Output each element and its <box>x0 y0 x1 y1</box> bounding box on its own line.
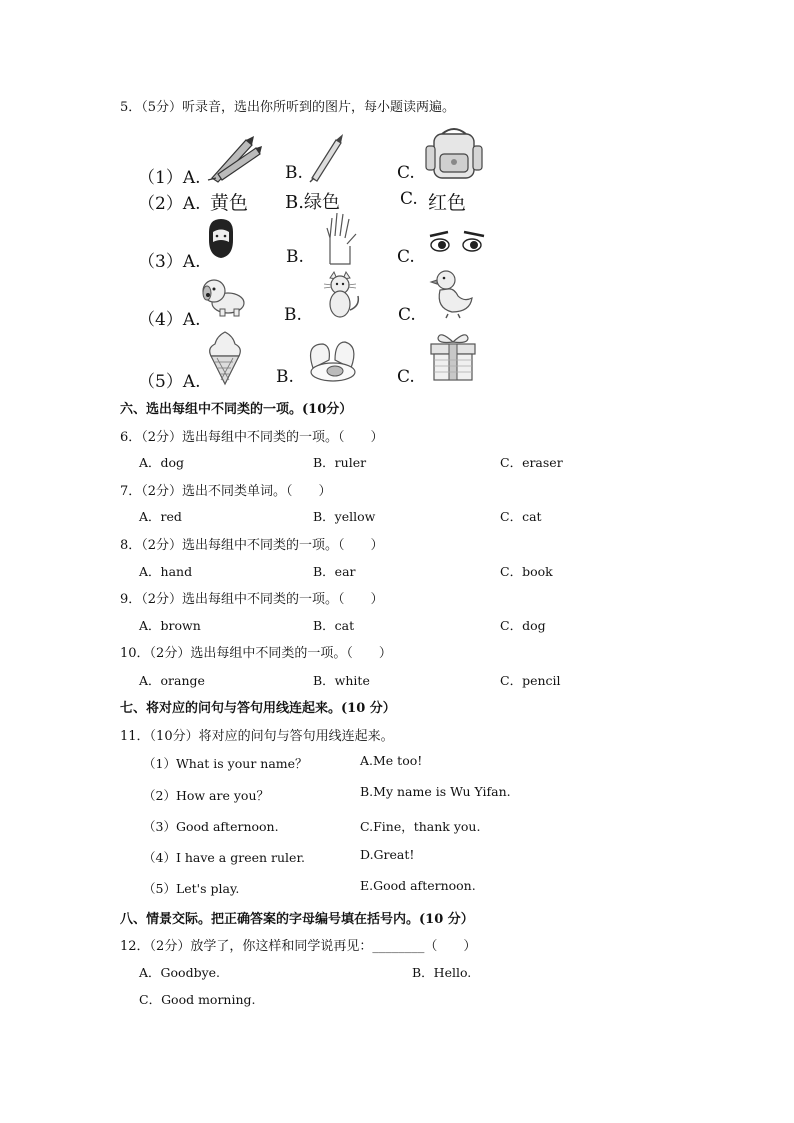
q8-option-b[interactable]: B．ear <box>313 564 356 579</box>
egg-icon[interactable] <box>303 338 361 384</box>
q9-option-a[interactable]: A．brown <box>139 618 201 633</box>
q8-stem: 8．（2分）选出每组中不同类的一项。（ ） <box>120 538 384 553</box>
q5-stem: 5．（5分）听录音，选出你所听到的图片，每小题读两遍。 <box>120 100 456 115</box>
q5-row1-option-b: B. <box>285 163 303 183</box>
match-left-4[interactable]: （4）I have a green ruler. <box>143 850 306 865</box>
match-right-b[interactable]: B.My name is Wu Yifan. <box>360 784 511 799</box>
q5-row2-number: （2）A. <box>138 194 201 214</box>
q5-row2-option-c-text[interactable]: 红色 <box>428 192 467 214</box>
section-6-heading: 六、选出每组中不同类的一项。(10分） <box>120 402 353 417</box>
q8-option-c[interactable]: C．book <box>500 564 553 579</box>
match-right-e[interactable]: E.Good afternoon. <box>360 878 476 893</box>
section-7-heading: 七、将对应的问句与答句用线连起来。(10 分） <box>120 701 396 716</box>
q12-option-b[interactable]: B．Hello. <box>412 965 472 980</box>
q5-row4-number: （4）A. <box>138 310 201 330</box>
ice-cream-icon[interactable] <box>205 330 245 386</box>
q9-option-c[interactable]: C．dog <box>500 618 546 633</box>
q9-stem: 9．（2分）选出每组中不同类的一项。（ ） <box>120 592 384 607</box>
pen-icon[interactable] <box>308 132 344 182</box>
head-icon[interactable] <box>204 218 238 260</box>
q5-row2-option-c: C. <box>400 189 418 209</box>
match-left-2[interactable]: （2）How are you？ <box>143 788 269 803</box>
schoolbag-icon[interactable] <box>424 124 486 182</box>
q5-row5-number: （5）A. <box>138 372 201 392</box>
match-left-5[interactable]: （5）Let's play. <box>143 881 240 896</box>
q5-row5-option-b: B. <box>276 367 294 387</box>
q5-row1-option-c: C. <box>397 163 415 183</box>
eyes-icon[interactable] <box>428 228 486 256</box>
q5-row1-number: （1）A. <box>138 168 201 188</box>
q11-stem: 11．（10分）将对应的问句与答句用线连起来。 <box>120 729 394 744</box>
q5-row3-option-c: C. <box>397 247 415 267</box>
match-right-c[interactable]: C.Fine，thank you. <box>360 819 481 834</box>
hand-icon[interactable] <box>322 210 360 266</box>
q7-stem: 7．（2分）选出不同类单词。（ ） <box>120 484 332 499</box>
q12-option-a[interactable]: A．Goodbye. <box>139 965 220 980</box>
q10-option-b[interactable]: B．white <box>313 673 370 688</box>
q7-option-c[interactable]: C．cat <box>500 509 542 524</box>
q5-row3-option-b: B. <box>286 247 304 267</box>
q5-row2-option-a-text[interactable]: 黄色 <box>210 192 249 214</box>
q6-option-a[interactable]: A．dog <box>139 455 185 470</box>
q7-option-b[interactable]: B．yellow <box>313 509 376 524</box>
q9-option-b[interactable]: B．cat <box>313 618 355 633</box>
pencils-icon[interactable] <box>206 134 262 182</box>
q6-stem: 6．（2分）选出每组中不同类的一项。（ ） <box>120 430 384 445</box>
q10-stem: 10．（2分）选出每组中不同类的一项。（ ） <box>120 646 392 661</box>
q8-option-a[interactable]: A．hand <box>139 564 193 579</box>
q5-row3-number: （3）A. <box>138 252 201 272</box>
match-right-d[interactable]: D.Great! <box>360 847 415 862</box>
cat-icon[interactable] <box>318 270 362 322</box>
match-left-3[interactable]: （3）Good afternoon. <box>143 819 279 834</box>
q6-option-c[interactable]: C．eraser <box>500 455 563 470</box>
q5-row4-option-b: B. <box>284 305 302 325</box>
dog-icon[interactable] <box>198 275 250 317</box>
match-right-a[interactable]: A.Me too! <box>360 753 423 768</box>
q5-row2-option-b[interactable]: B.绿色 <box>285 192 340 213</box>
match-left-1[interactable]: （1）What is your name？ <box>143 756 308 771</box>
q12-stem: 12．（2分）放学了，你这样和同学说再见：________（ ） <box>120 939 477 954</box>
duck-icon[interactable] <box>430 268 476 320</box>
section-8-heading: 八、情景交际。把正确答案的字母编号填在括号内。(10 分） <box>120 912 474 927</box>
q5-row5-option-c: C. <box>397 367 415 387</box>
q7-option-a[interactable]: A．red <box>139 509 182 524</box>
q6-option-b[interactable]: B．ruler <box>313 455 367 470</box>
q10-option-c[interactable]: C．pencil <box>500 673 561 688</box>
gift-icon[interactable] <box>428 330 478 382</box>
q5-row4-option-c: C. <box>398 305 416 325</box>
q10-option-a[interactable]: A．orange <box>139 673 205 688</box>
q12-option-c[interactable]: C．Good morning. <box>139 992 256 1007</box>
